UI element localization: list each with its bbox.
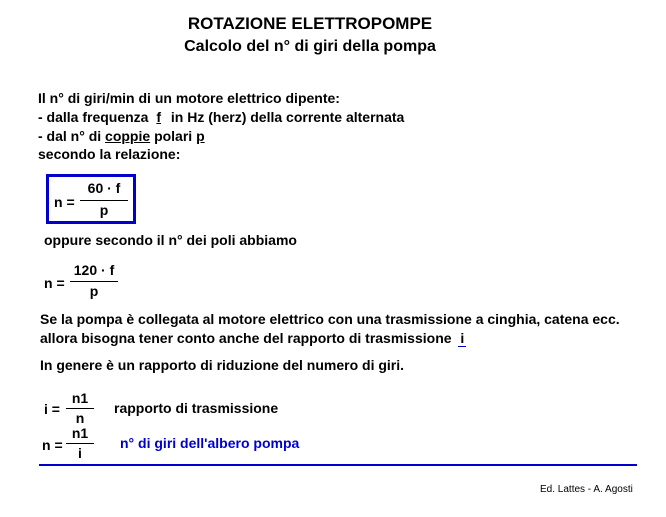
fraction-bar — [66, 443, 94, 444]
frequency-variable: f — [156, 109, 162, 125]
formula-3-lhs: i = — [44, 401, 60, 417]
transmission-line-2 — [40, 330, 466, 347]
transmission-line-2-prefix: allora bisogna tener conto anche del rapporto di trasmissione — [40, 330, 452, 346]
transmission-line-1: Se la pompa è collegata al motore elettrico con una trasmissione a cinghia, catena ecc. — [40, 311, 620, 327]
formula-3-denominator: n — [75, 410, 85, 426]
intro-line-3-prefix: - dal n° di — [38, 128, 102, 144]
intro-line-2-suffix: in Hz (herz) della corrente alternata — [170, 109, 405, 125]
formula-2-denominator: p — [89, 283, 99, 299]
fraction-bar — [80, 200, 128, 201]
credit: Ed. Lattes - A. Agosti — [540, 484, 633, 495]
formula-4-lhs: n = — [42, 437, 63, 453]
intro-line-4: secondo la relazione: — [38, 146, 181, 162]
fraction-bar — [70, 281, 118, 282]
formula-4-denominator: i — [78, 445, 82, 461]
coppie-word: coppie — [105, 128, 151, 144]
formula-2-lhs: n = — [44, 275, 65, 291]
formula-2-fraction — [70, 262, 118, 302]
formula-4-label: n° di giri dell'albero pompa — [120, 435, 300, 451]
formula-1-fraction — [80, 180, 128, 220]
intro-line-1: Il n° di giri/min di un motore elettrico dipente: — [38, 90, 340, 106]
poles-variable: p — [196, 128, 205, 144]
footer-divider — [39, 464, 637, 466]
page-subtitle: Calcolo del n° di giri della pompa — [184, 38, 436, 55]
formula-1-numerator: 60 · f — [87, 180, 121, 196]
formula-4-numerator: n1 — [71, 425, 89, 441]
fraction-bar — [66, 408, 94, 409]
formula-3-label: rapporto di trasmissione — [114, 400, 279, 416]
formula-1-denominator: p — [99, 202, 109, 218]
reduction-text: In genere è un rapporto di riduzione del numero di giri. — [40, 357, 405, 373]
poles-text: oppure secondo il n° dei poli abbiamo — [44, 232, 297, 248]
page-title: ROTAZIONE ELETTROPOMPE — [187, 14, 433, 33]
formula-3-numerator: n1 — [71, 390, 89, 406]
intro-line-2-prefix: - dalla frequenza — [38, 109, 149, 125]
intro-line-3-mid: polari — [154, 128, 193, 144]
formula-2-numerator: 120 · f — [73, 262, 115, 278]
intro-line-3 — [38, 128, 205, 144]
intro-line-2 — [38, 109, 404, 125]
transmission-variable: i — [460, 330, 465, 346]
formula-4-fraction — [66, 425, 94, 461]
formula-3-fraction — [66, 390, 94, 426]
formula-1-lhs: n = — [54, 194, 75, 210]
